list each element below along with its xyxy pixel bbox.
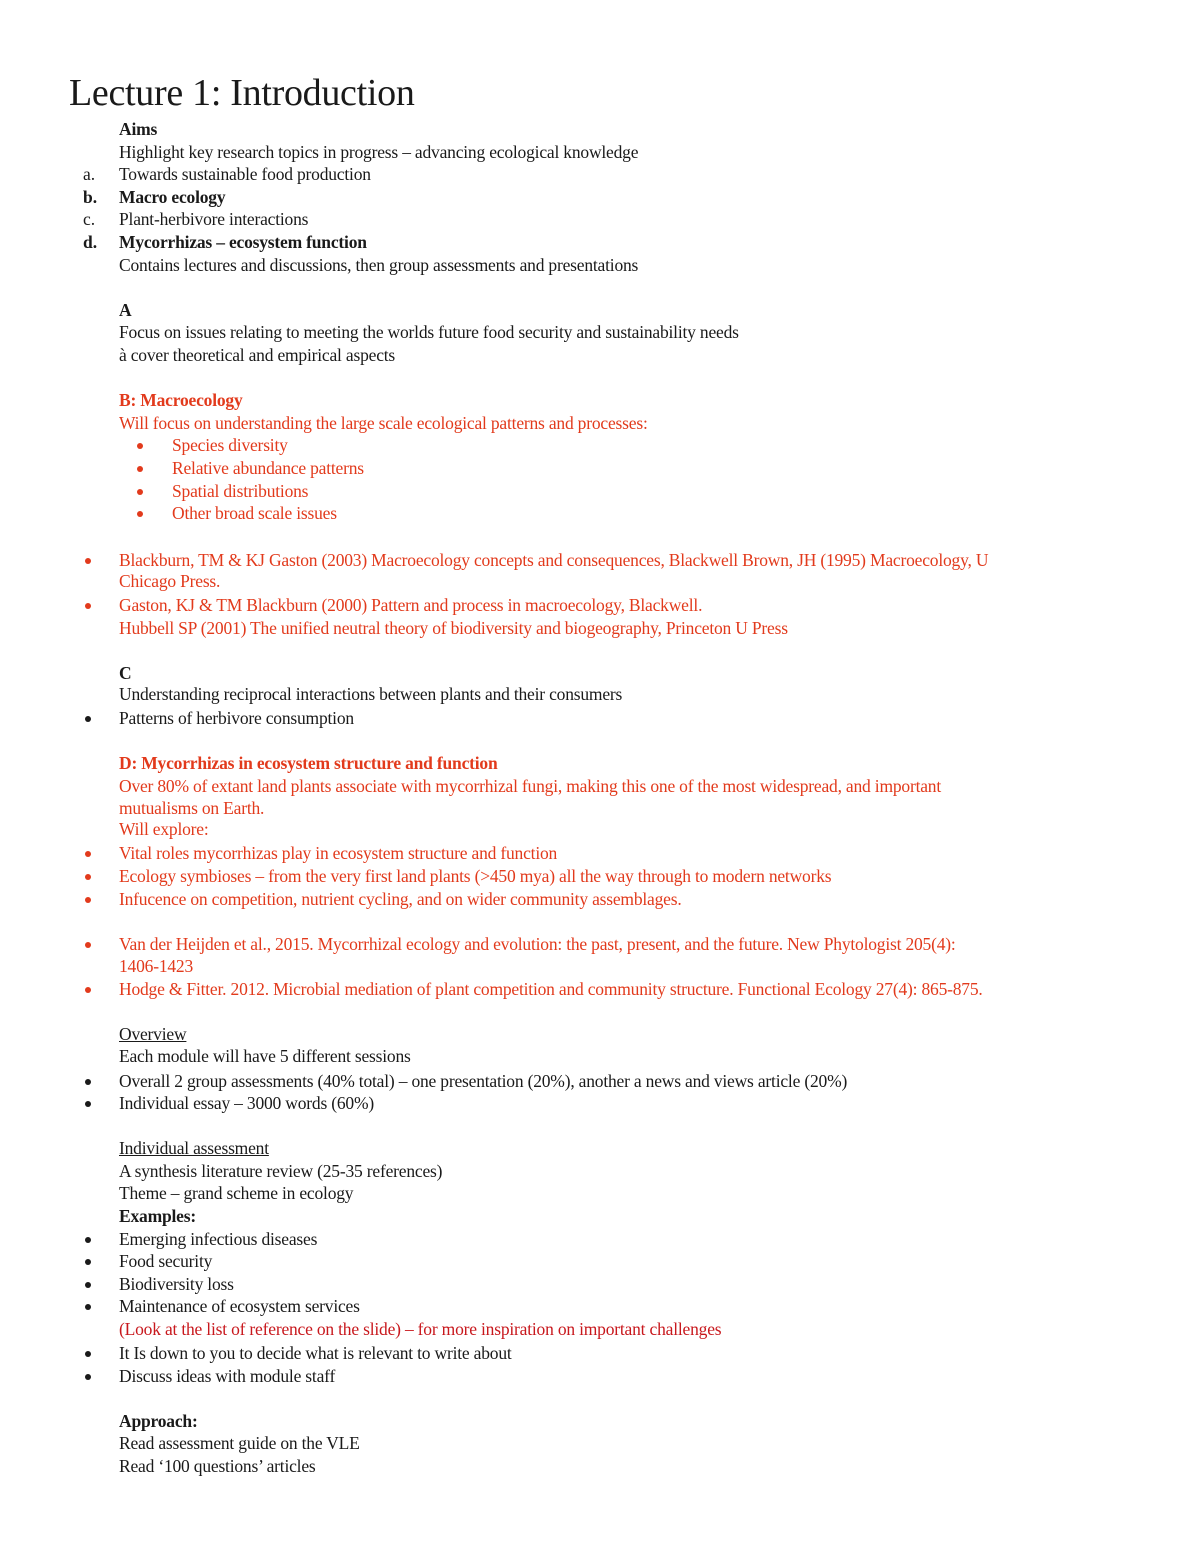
inspiration-note: (Look at the list of reference on the slide) – for more inspiration on important challenges [119, 1319, 722, 1339]
reference: 1406-1423 [119, 956, 194, 976]
bullet-icon [135, 480, 143, 502]
aims-heading: Aims [119, 119, 158, 139]
section-d-heading: D: Mycorrhizas in ecosystem structure and function [119, 753, 498, 773]
page-title: Lecture 1: Introduction [69, 72, 415, 114]
list-item: Ecology symbioses – from the very first land plants (>450 mya) all the way through to modern networks [119, 866, 832, 886]
examples-heading: Examples: [119, 1206, 196, 1226]
bullet-icon [83, 865, 91, 887]
bullet-icon [83, 1273, 91, 1295]
list-item: Food security [119, 1251, 213, 1271]
approach-line: Read ‘100 questions’ articles [119, 1456, 316, 1476]
individual-heading: Individual assessment [119, 1138, 269, 1158]
bullet-icon [135, 434, 143, 456]
list-item: Relative abundance patterns [172, 458, 364, 478]
reference: Hodge & Fitter. 2012. Microbial mediation of plant competition and community structure. Functional Ecology 27(4): 865-875. [119, 979, 983, 999]
list-item: It Is down to you to decide what is relevant to write about [119, 1343, 512, 1363]
section-b-intro: Will focus on understanding the large scale ecological patterns and processes: [119, 413, 648, 433]
section-d-explore: Will explore: [119, 819, 209, 839]
section-a-line: à cover theoretical and empirical aspects [119, 345, 396, 365]
bullet-icon [83, 1228, 91, 1250]
bullet-icon [135, 502, 143, 524]
bullet-icon [83, 842, 91, 864]
aims-item: Plant-herbivore interactions [119, 209, 309, 229]
section-d-intro: Over 80% of extant land plants associate with mycorrhizal fungi, making this one of the most widespread, and important [119, 776, 942, 796]
bullet-icon [83, 933, 91, 955]
list-item: Discuss ideas with module staff [119, 1366, 336, 1386]
section-b-heading: B: Macroecology [119, 390, 243, 410]
bullet-icon [83, 1092, 91, 1114]
aims-note: Contains lectures and discussions, then group assessments and presentations [119, 255, 639, 275]
bullet-icon [83, 1070, 91, 1092]
list-item: Infucence on competition, nutrient cycling, and on wider community assemblages. [119, 889, 682, 909]
list-item: Overall 2 group assessments (40% total) – one presentation (20%), another a news and views article (20%) [119, 1071, 848, 1091]
list-item: Patterns of herbivore consumption [119, 708, 354, 728]
bullet-icon [83, 1250, 91, 1272]
aims-item: Mycorrhizas – ecosystem function [119, 232, 367, 252]
list-marker: a. [83, 164, 96, 184]
bullet-icon [83, 1295, 91, 1317]
section-d-intro: mutualisms on Earth. [119, 798, 265, 818]
reference: Chicago Press. [119, 571, 221, 591]
list-item: Species diversity [172, 435, 288, 455]
reference: Blackburn, TM & KJ Gaston (2003) Macroecology concepts and consequences, Blackwell Brown, JH (1995) Macroecology, U [119, 550, 989, 570]
section-c-intro: Understanding reciprocal interactions between plants and their consumers [119, 684, 623, 704]
approach-heading: Approach: [119, 1411, 198, 1431]
individual-line: Theme – grand scheme in ecology [119, 1183, 354, 1203]
bullet-icon [83, 1365, 91, 1387]
aims-intro: Highlight key research topics in progress – advancing ecological knowledge [119, 142, 639, 162]
aims-item: Macro ecology [119, 187, 226, 207]
approach-line: Read assessment guide on the VLE [119, 1433, 360, 1453]
list-item: Biodiversity loss [119, 1274, 234, 1294]
bullet-icon [83, 888, 91, 910]
list-marker: d. [83, 232, 98, 252]
list-marker: b. [83, 187, 98, 207]
aims-item: Towards sustainable food production [119, 164, 371, 184]
list-marker: c. [83, 209, 96, 229]
reference: Hubbell SP (2001) The unified neutral theory of biodiversity and biogeography, Princeton U Press [119, 618, 788, 638]
bullet-icon [83, 978, 91, 1000]
list-item: Individual essay – 3000 words (60%) [119, 1093, 374, 1113]
overview-intro: Each module will have 5 different sessions [119, 1046, 411, 1066]
reference: Gaston, KJ & TM Blackburn (2000) Pattern and process in macroecology, Blackwell. [119, 595, 703, 615]
section-a-line: Focus on issues relating to meeting the worlds future food security and sustainability needs [119, 322, 739, 342]
list-item: Other broad scale issues [172, 503, 337, 523]
reference: Van der Heijden et al., 2015. Mycorrhizal ecology and evolution: the past, present, and the future. New Phytologist 205(4): [119, 934, 956, 954]
bullet-icon [83, 1342, 91, 1364]
list-item: Emerging infectious diseases [119, 1229, 318, 1249]
bullet-icon [83, 549, 91, 571]
list-item: Maintenance of ecosystem services [119, 1296, 360, 1316]
bullet-icon [83, 594, 91, 616]
list-item: Vital roles mycorrhizas play in ecosystem structure and function [119, 843, 558, 863]
individual-line: A synthesis literature review (25-35 references) [119, 1161, 443, 1181]
overview-heading: Overview [119, 1024, 187, 1044]
section-c-heading: C [119, 663, 132, 683]
section-a-heading: A [119, 300, 132, 320]
bullet-icon [83, 707, 91, 729]
list-item: Spatial distributions [172, 481, 309, 501]
bullet-icon [135, 457, 143, 479]
